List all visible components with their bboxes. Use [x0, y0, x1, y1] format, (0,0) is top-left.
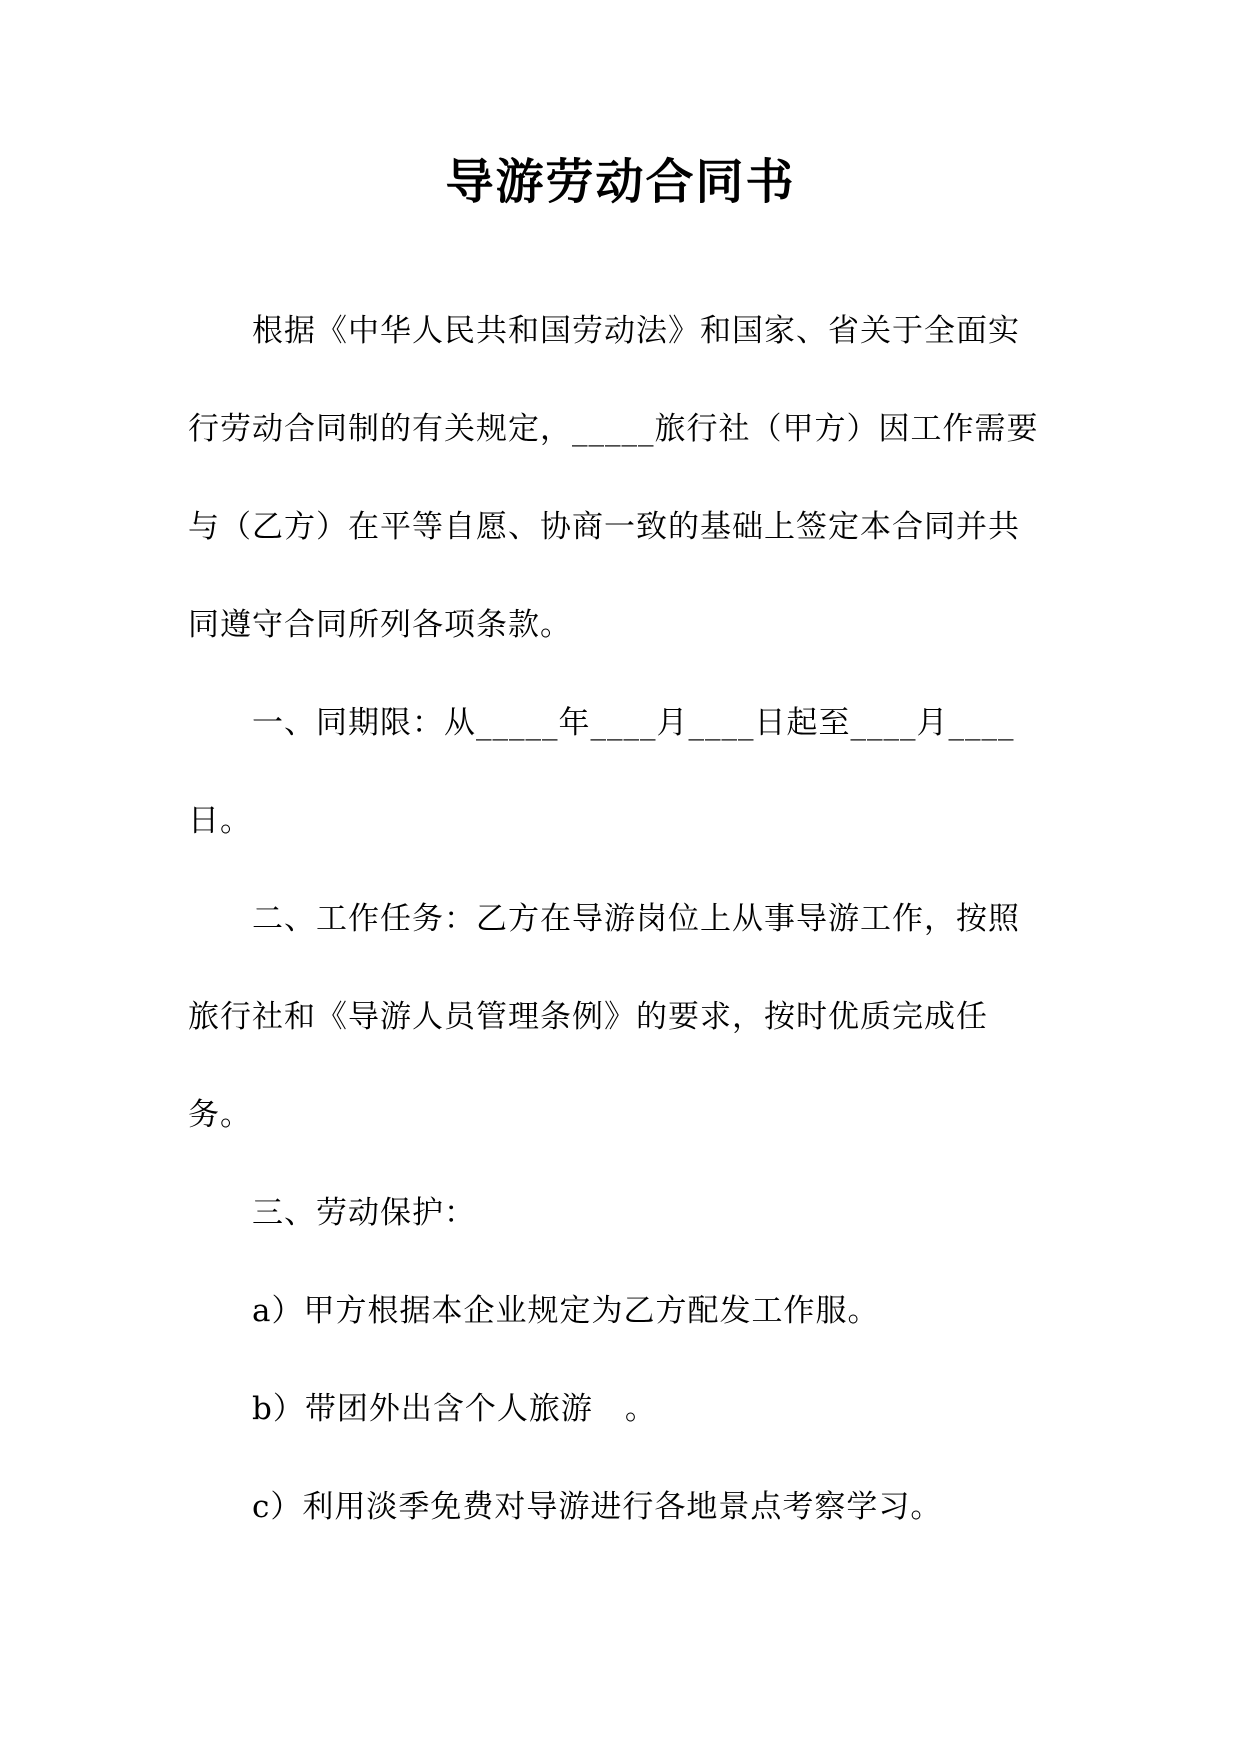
clause-protection-item-b: b）带团外出含个人旅游 。: [252, 1391, 657, 1427]
clause-protection-item-a: a）甲方根据本企业规定为乙方配发工作服。: [252, 1293, 880, 1329]
document-body: [188, 282, 1048, 1556]
clause-tasks: 二、工作任务：乙方在导游岗位上从事导游工作，按照旅行社和《导游人员管理条例》的要求，按时优质完成任务。: [188, 901, 1020, 1133]
clause-protection-item-c: c）利用淡季免费对导游进行各地景点考察学习。: [252, 1489, 943, 1525]
intro-paragraph: 根据《中华人民共和国劳动法》和国家、省关于全面实行劳动合同制的有关规定，_____旅行社（甲方）因工作需要与（乙方）在平等自愿、协商一致的基础上签定本合同并共同遵守合同所列各项条款。: [188, 313, 1039, 643]
clause-term: 一、同期限：从_____年____月____日起至____月____日。: [188, 705, 1015, 839]
document-title: 导游劳动合同书: [445, 154, 796, 210]
clause-protection-heading: 三、劳动保护：: [252, 1195, 476, 1231]
